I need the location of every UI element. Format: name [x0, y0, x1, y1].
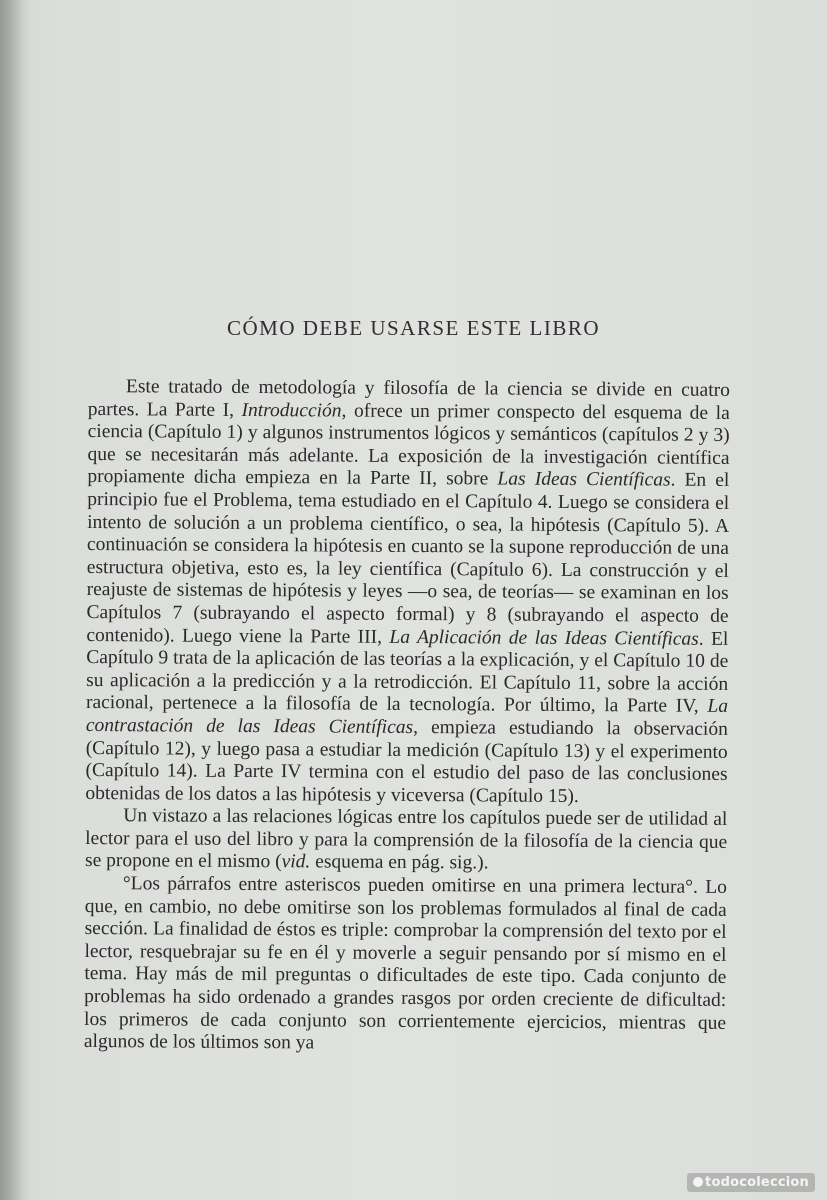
italic-run: Introducción [241, 399, 342, 422]
body-text [84, 376, 730, 1058]
page-binding-shadow [0, 0, 30, 1200]
text-run: Un vistazo a las relaciones lógicas entre los capítulos puede ser de utilidad al lector para el uso del libro y para la comprensión de la filosofía de la ciencia que se propone en el mismo ( [84, 805, 728, 873]
text-run: . En el principio fue el Problema, tema estudiado en el Capítulo 4. Luego se considera el intento de solución a un problema científico, o sea, la hipótesis (Capítulo 5). A continuación se considera la hipótesis en cuanto se la supone reproducción de una estructura objetiva, esto es, la ley científica (Capítulo 6). La construcción y el reajuste de sistemas de hipótesis y leyes —o sea, de teorías— se examinan en los Capítulos 7 (subrayando el aspecto formal) y 8 (subrayando el aspecto de contenido). Luego viene la Parte III, [86, 469, 730, 648]
paragraph-1 [85, 376, 730, 809]
text-run: Este tratado de metodología y filosofía de la ciencia se divide en cuatro partes. La Parte I, [87, 376, 730, 421]
text-run: , empieza estudiando la observación (Capítulo 12), y luego pasa a estudiar la medición (Capítulo 13) y el experimento (Capítulo 14). La Parte IV termina con el estudio del paso de las conclusiones obtenidas de los datos a las hipótesis y viceversa (Capítulo 15). [85, 716, 728, 807]
italic-run: La contrastación de las Ideas Científicas [85, 696, 729, 738]
paragraph-3 [84, 873, 727, 1058]
text-run: °Los párrafos entre asteriscos pueden omitirse en una primera lectura°. Lo que, en cambio, no debe omitirse son los problemas formulados al final de cada sección. La finalidad de éstos es triple: comprobar la comprensión del texto por el lector, resquebrajar su fe en él y moverle a seguir pensando por sí mismo en el tema. Hay más de mil preguntas o dificultades de este tipo. Cada conjunto de problemas ha sido ordenado a grandes rasgos por orden creciente de dificultad: los primeros de cada conjunto son corrientemente ejercicios, mientras que algunos de los últimos son ya [83, 873, 727, 1054]
italic-run: Las Ideas Científicas [497, 468, 671, 491]
todocoleccion-logo-icon [693, 1177, 703, 1187]
text-run: esquema en pág. sig.). [310, 851, 489, 874]
watermark-text: todocoleccion [705, 1175, 809, 1190]
italic-run: La Aplicación de las Ideas Científicas [389, 626, 699, 650]
italic-run: vid. [281, 851, 311, 873]
text-run: , ofrece un primer conspecto del esquema de la ciencia (Capítulo 1) y algunos instrumentos lógicos y semánticos (capítulos 2 y 3) que se necesitarán más adelante. La exposición de la investigación científica propiamente dicha empieza en la Parte II, sobre [87, 400, 730, 490]
text-run: . El Capítulo 9 trata de la aplicación de las teorías a la explicación, y el Capítulo 10 de su aplicación a la predicción y a la retrodicción. El Capítulo 11, sobre la acción racional, pertenece a la filosofía de la tecnología. Por último, la Parte IV, [85, 628, 729, 718]
page-title: CÓMO DEBE USARSE ESTE LIBRO [226, 316, 601, 340]
watermark [687, 1173, 815, 1192]
paragraph-2 [85, 805, 727, 877]
